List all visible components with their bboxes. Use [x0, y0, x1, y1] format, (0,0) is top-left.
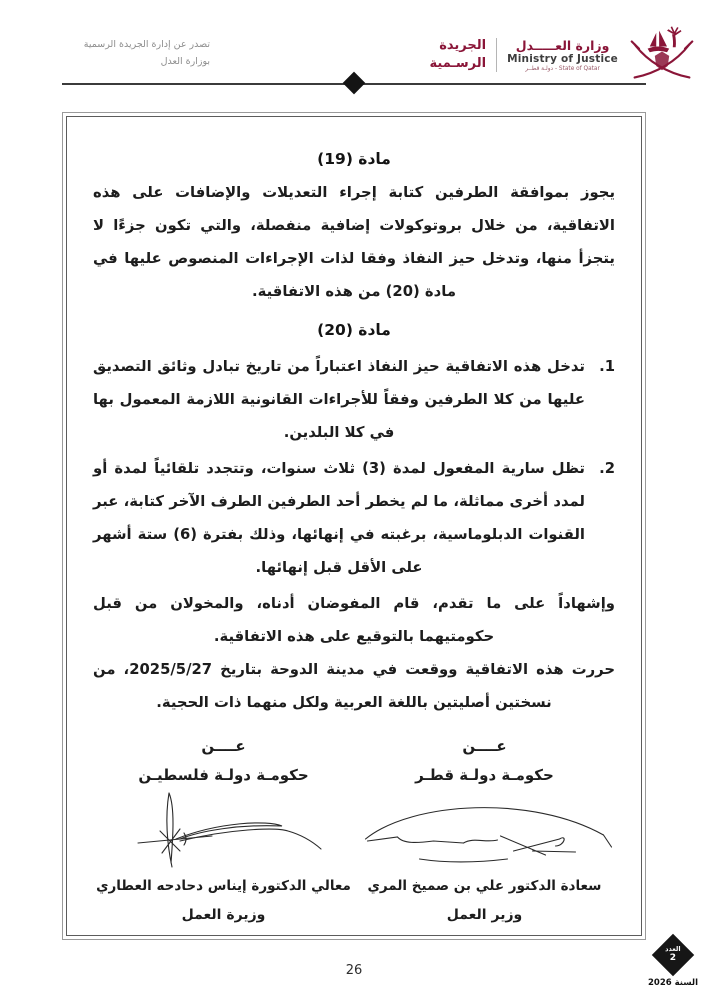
- issue-diamond: [652, 934, 694, 976]
- issue-badge: [641, 940, 705, 988]
- article-20-item-1: [93, 350, 615, 449]
- ministry-brand: [430, 24, 698, 86]
- gazette-title-line2: الرسـمية: [429, 56, 487, 71]
- publisher-line1: تصدر عن إدارة الجريدة الرسمية: [83, 39, 210, 50]
- article-19-title: مادة (19): [317, 150, 391, 168]
- issue-year: السنة 2026: [647, 978, 698, 988]
- on-behalf-label: عــــن: [201, 737, 246, 755]
- publisher-line2: بوزارة العدل: [160, 56, 210, 68]
- brand-divider: [496, 38, 497, 72]
- closing-paragraph-1: وإشهاداً على ما تقدم، قام المفوضان أدناه، والمخولان من قبل حكومتيهما بالتوقيع على هذه الاتفاقية.: [93, 595, 615, 645]
- article-19-body: يجوز بموافقة الطرفين كتابة إجراء التعديلات والإضافات على هذه الاتفاقية، من خلال بروتوكولات إضافية منفصلة، والتي تكون جزءًا لا يتجزأ منها، وتدخل حيز النفاذ وفقا لذات الإجراءات المنصوص عليها في مادة (20) من هذه الاتفاقية.: [93, 184, 615, 300]
- document-frame: [62, 112, 646, 940]
- item-number: 2.: [599, 460, 615, 477]
- government-label: حكومـة دولـة قطـر: [415, 766, 554, 784]
- qatar-signature-image: [354, 789, 615, 871]
- gazette-title-line1: الجريدة: [439, 37, 487, 53]
- qatar-signatory-role: وزير العمل: [446, 907, 523, 923]
- signature-qatar: [354, 731, 615, 929]
- item-text: تدخل هذه الاتفاقية حيز النفاذ اعتباراً من تاريخ تبادل وثائق التصديق عليها من كلا الطرفين وفقاً للأجراءات القانونية اللازمة المعمول بها في كلا البلدين.: [93, 358, 585, 441]
- document-body: [66, 116, 642, 936]
- government-label: حكومـة دولـة فلسطيـن: [138, 766, 309, 784]
- palestine-signature-image: [93, 789, 354, 871]
- issue-number: 2: [669, 953, 677, 964]
- ministry-subline: دولـة قطــر - State of Qatar: [525, 66, 600, 72]
- article-20-item-2: [93, 452, 615, 584]
- publisher-info: [35, 36, 210, 70]
- article-20-title: مادة (20): [317, 321, 391, 339]
- closing-paragraph-2: حررت هذه الاتفاقية ووقعت في مدينة الدوحة بتاريخ 2025/5/27، من نسختين أصليتين باللغة العربية ولكل منهما ذات الحجية.: [93, 661, 615, 711]
- ministry-text: [507, 38, 618, 72]
- palestine-signatory-role: وزيرة العمل: [181, 907, 266, 923]
- page-number: 26: [345, 963, 363, 978]
- ministry-name-arabic: وزارة العـــــدل: [515, 38, 610, 53]
- on-behalf-label: عــــن: [462, 737, 507, 755]
- ministry-name-english: Ministry of Justice: [507, 53, 618, 65]
- item-number: 1.: [599, 358, 615, 375]
- gazette-title: [430, 37, 487, 73]
- item-text: تظل سارية المفعول لمدة (3) ثلاث سنوات، وتتجدد تلقائياً لمدة أو لمدد أخرى مماثلة، ما لم يخطر أحد الطرفين الطرف الآخر كتابة، عبر القنوات الدبلوماسية، برغبته في إنهائها، وذلك بفترة (6) ستة أشهر على الأقل قبل إنهائها.: [93, 460, 585, 576]
- header-diamond-ornament: [343, 72, 366, 95]
- qatar-moj-emblem-icon: [626, 24, 698, 86]
- issue-label: العدد: [665, 945, 681, 954]
- qatar-signatory-name: سعادة الدكتور علي بن صميخ المري: [367, 878, 602, 894]
- palestine-signatory-name: معالي الدكتورة إيناس دحادحه العطاري: [96, 878, 351, 894]
- signature-palestine: [93, 731, 354, 929]
- signature-block: [93, 731, 615, 929]
